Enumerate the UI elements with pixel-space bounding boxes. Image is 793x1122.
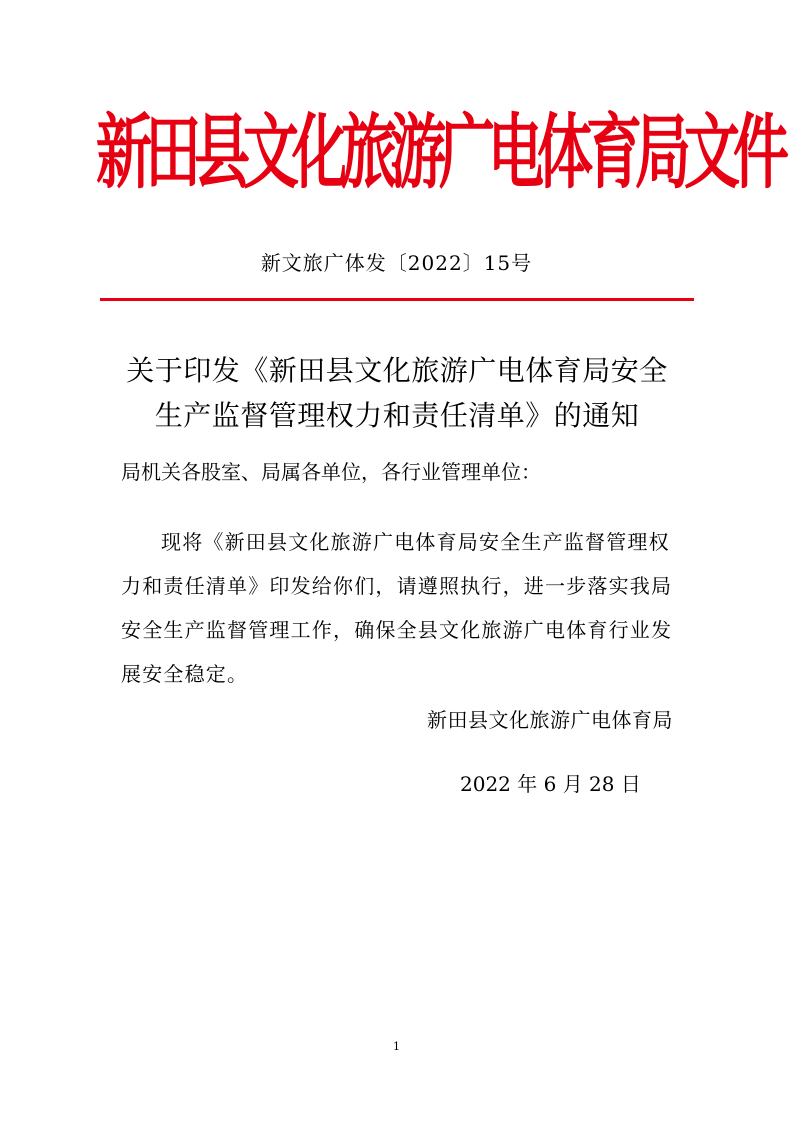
notice-title-line-1: 关于印发《新田县文化旅游广电体育局安全: [126, 354, 668, 387]
body-line: 展安全稳定。: [121, 662, 249, 686]
page-number: 1: [393, 1040, 400, 1053]
body-line: 力和责任清单》印发给你们，请遵照执行，进一步落实我局: [121, 574, 673, 598]
issuer-signature: 新田县文化旅游广电体育局: [427, 708, 673, 732]
masthead-title: 新田县文化旅游广电体育局文件: [96, 105, 782, 201]
notice-title-line-2: 生产监督管理权力和责任清单》的通知: [154, 399, 640, 432]
issue-date: 2022 年 6 月 28 日: [460, 772, 641, 796]
red-divider-line: [100, 298, 694, 301]
salutation: 局机关各股室、局属各单位，各行业管理单位：: [121, 460, 541, 484]
document-number: 新文旅广体发〔2022〕15号: [260, 251, 533, 275]
body-line: 现将《新田县文化旅游广电体育局安全生产监督管理权: [161, 530, 670, 554]
body-paragraph: [121, 520, 681, 696]
body-line: 安全生产监督管理工作，确保全县文化旅游广电体育行业发: [121, 618, 673, 642]
notice-title: [100, 348, 694, 438]
